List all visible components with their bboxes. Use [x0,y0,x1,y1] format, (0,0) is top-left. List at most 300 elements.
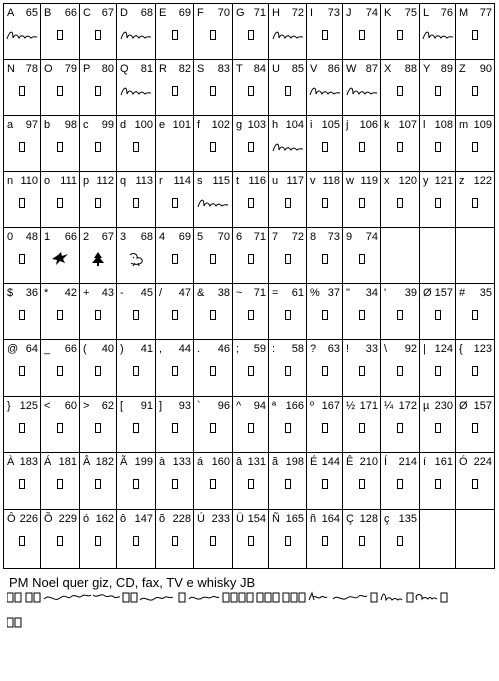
missing-glyph-box [179,593,185,602]
glyph-cell [4,172,41,228]
missing-glyph-box [233,475,268,493]
glyph-cell [80,284,117,340]
missing-glyph-box [80,362,116,380]
missing-glyph-box [80,26,116,44]
missing-glyph-box [156,194,193,212]
cell-code: 172 [398,400,417,412]
glyph-cell [4,60,41,116]
missing-glyph-box [41,419,79,437]
glyph-cell [194,4,233,60]
cell-character: C [83,7,91,19]
glyph-cell [4,397,41,453]
cell-character: s [197,175,203,187]
sample-rendering [7,591,493,631]
missing-glyph-box [41,194,79,212]
cell-code: 161 [434,456,453,468]
glyph-cell [194,172,233,228]
cell-character: R [159,63,167,75]
cell-character: 1 [44,231,51,243]
glyph-cell [233,116,269,172]
cell-code: 100 [134,119,153,131]
cell-character: U [272,63,280,75]
cell-code: 38 [217,287,230,299]
cell-code: 48 [25,231,38,243]
cell-code: 65 [25,7,38,19]
cell-code: 90 [479,63,492,75]
missing-glyph-box [307,475,342,493]
missing-glyph-box [156,475,193,493]
signature-glyph [333,595,367,599]
glyph-cell [343,340,381,397]
missing-glyph-box [420,194,455,212]
cell-code: 66 [64,343,77,355]
cell-code: 115 [212,175,230,187]
cell-code: 61 [291,287,304,299]
missing-glyph-box [117,306,155,324]
missing-glyph-box [156,362,193,380]
cell-code: 147 [134,513,153,525]
missing-glyph-box [15,618,21,627]
cell-code: 165 [285,513,304,525]
cell-code: 198 [285,456,304,468]
glyph-cell [194,397,233,453]
cell-code: 59 [253,343,266,355]
cell-character: À [7,456,15,468]
cell-character: Y [423,63,431,75]
glyph-cell [343,172,381,228]
glyph-cell [117,340,156,397]
cell-character: ã [272,456,279,468]
cell-code: 125 [19,400,38,412]
missing-glyph-box [4,419,40,437]
glyph-cell [456,284,495,340]
cell-character: > [83,400,90,412]
cell-code: 122 [473,175,492,187]
missing-glyph-box [239,593,245,602]
glyph-cell [156,60,194,116]
glyph-cell [307,60,343,116]
cell-code: 107 [398,119,417,131]
cell-character: á [197,456,204,468]
missing-glyph-box [456,26,494,44]
glyph-cell [420,397,456,453]
missing-glyph-box [4,138,40,156]
cell-code: 117 [286,175,304,187]
missing-glyph-box [269,82,306,100]
glyph-cell [80,453,117,510]
cell-character: * [44,287,49,299]
glyph-cell [194,60,233,116]
missing-glyph-box [381,26,419,44]
missing-glyph-box [343,138,380,156]
cell-character: ô [120,513,127,525]
glyph-cell [4,510,41,569]
cell-code: 63 [327,343,340,355]
cell-character: ' [384,287,387,299]
glyph-cell [420,453,456,510]
missing-glyph-box [407,593,413,602]
cell-character: â [236,456,243,468]
cell-code: 34 [365,287,378,299]
glyph-cell [233,172,269,228]
glyph-cell [117,172,156,228]
missing-glyph-box [194,306,232,324]
cell-character: 8 [310,231,317,243]
cell-character: 6 [236,231,243,243]
cell-character: , [159,343,163,355]
missing-glyph-box [269,475,306,493]
cell-character: Õ [44,513,53,525]
cell-character: Ú [197,513,205,525]
cell-code: 229 [58,513,77,525]
cell-character: - [120,287,124,299]
cell-character: Q [120,63,129,75]
glyph-cell [233,397,269,453]
missing-glyph-box [307,26,342,44]
cell-code: 77 [479,7,492,19]
cell-code: 108 [434,119,453,131]
missing-glyph-box [307,306,342,324]
cell-code: 74 [365,7,378,19]
cell-character: m [459,119,469,131]
glyph-cell [41,60,80,116]
cell-character: Ñ [272,513,280,525]
missing-glyph-box [420,82,455,100]
empty-cell [456,510,495,569]
missing-glyph-box [156,306,193,324]
cell-code: 183 [19,456,38,468]
cell-code: 44 [178,343,191,355]
cell-code: 91 [140,400,153,412]
missing-glyph-box [41,362,79,380]
cell-code: 60 [64,400,77,412]
glyph-cell [307,510,343,569]
missing-glyph-box [117,532,155,550]
glyph-cell [80,228,117,284]
missing-glyph-box [41,475,79,493]
missing-glyph-box [265,593,271,602]
missing-glyph-box [381,194,419,212]
cell-character: % [310,287,320,299]
cell-code: 89 [440,63,453,75]
signature-glyph [307,82,342,100]
missing-glyph-box [117,362,155,380]
glyph-cell [307,172,343,228]
cell-code: 164 [321,513,340,525]
glyph-cell [117,228,156,284]
tree-icon [80,250,116,268]
sample-title: PM Noel quer giz, CD, fax, TV e whisky JB [9,575,256,590]
cell-code: 47 [178,287,191,299]
missing-glyph-box [233,82,268,100]
cell-character: A [7,7,15,19]
missing-glyph-box [269,532,306,550]
missing-glyph-box [307,419,342,437]
cell-character: l [423,119,426,131]
missing-glyph-box [80,138,116,156]
signature-glyph [381,594,402,600]
cell-code: 70 [217,231,230,243]
cell-code: 72 [291,7,304,19]
glyph-cell [41,340,80,397]
glyph-cell [156,510,194,569]
cell-character: ~ [236,287,243,299]
cell-character: 0 [7,231,14,243]
cell-character: 2 [83,231,90,243]
missing-glyph-box [381,532,419,550]
glyph-cell [381,284,420,340]
cell-code: 199 [134,456,153,468]
glyph-cell [269,172,307,228]
missing-glyph-box [7,618,13,627]
glyph-cell [4,4,41,60]
cell-character: u [272,175,279,187]
missing-glyph-box [131,593,137,602]
cell-character: c [83,119,89,131]
glyph-cell [156,340,194,397]
glyph-cell [156,4,194,60]
cell-code: 73 [327,7,340,19]
glyph-cell [381,60,420,116]
signature-glyph [269,138,306,156]
cell-character: 4 [159,231,166,243]
cell-code: 124 [434,343,453,355]
glyph-cell [381,453,420,510]
glyph-cell [194,116,233,172]
cell-character: X [384,63,392,75]
cell-character: D [120,7,128,19]
glyph-cell [41,284,80,340]
cell-character: Á [44,456,52,468]
cell-code: 109 [473,119,492,131]
cell-code: 111 [60,175,77,187]
glyph-cell [117,510,156,569]
cell-code: 66 [64,7,77,19]
glyph-cell [456,397,495,453]
cell-character: º [310,400,315,412]
cell-character: ! [346,343,350,355]
glyph-cell [233,60,269,116]
missing-glyph-box [194,82,232,100]
empty-cell [420,228,456,284]
cell-character: p [83,175,90,187]
glyph-cell [343,116,381,172]
glyph-cell [420,284,456,340]
cell-code: 103 [247,119,266,131]
cell-character: à [159,456,166,468]
cell-code: 45 [140,287,153,299]
character-map-grid [3,3,495,569]
missing-glyph-box [299,593,305,602]
cell-character: " [346,287,350,299]
glyph-cell [343,228,381,284]
cell-character: ñ [310,513,317,525]
cell-character: j [346,119,349,131]
cell-character: $ [7,287,14,299]
cell-character: _ [44,343,51,355]
signature-glyph [189,596,219,599]
missing-glyph-box [233,194,268,212]
signature-glyph [343,82,380,100]
cell-character: o [44,175,51,187]
cell-code: 94 [253,400,266,412]
glyph-cell [80,172,117,228]
glyph-cell [269,116,307,172]
glyph-cell [420,4,456,60]
cell-character: h [272,119,279,131]
cell-code: 226 [19,513,38,525]
cell-character: = [272,287,279,299]
missing-glyph-box [80,419,116,437]
cell-character: t [236,175,240,187]
cell-character: í [423,456,427,468]
missing-glyph-box [41,306,79,324]
cell-character: N [7,63,15,75]
missing-glyph-box [291,593,297,602]
cell-code: 46 [217,343,230,355]
signature-glyph [269,26,306,44]
cell-character: + [83,287,90,299]
cell-character: W [346,63,357,75]
cell-code: 121 [434,175,453,187]
cell-code: 68 [140,7,153,19]
cell-code: 69 [178,231,191,243]
cell-character: ª [272,400,277,412]
signature-glyph [117,26,155,44]
glyph-cell [117,453,156,510]
cell-code: 120 [398,175,417,187]
glyph-cell [41,228,80,284]
glyph-cell [156,228,194,284]
missing-glyph-box [420,362,455,380]
missing-glyph-box [233,362,268,380]
missing-glyph-box [80,532,116,550]
missing-glyph-box [233,138,268,156]
missing-glyph-box [80,306,116,324]
cell-character: q [120,175,127,187]
glyph-cell [194,453,233,510]
cell-code: 72 [291,231,304,243]
glyph-cell [4,284,41,340]
cell-code: 144 [321,456,340,468]
signature-glyph [194,194,232,212]
missing-glyph-box [80,475,116,493]
glyph-cell [4,228,41,284]
cell-code: 58 [291,343,304,355]
cell-character: µ [423,400,430,412]
cell-character: ? [310,343,317,355]
glyph-cell [456,116,495,172]
missing-glyph-box [4,194,40,212]
cell-code: 67 [101,7,114,19]
glyph-cell [381,510,420,569]
glyph-cell [269,228,307,284]
missing-glyph-box [343,532,380,550]
cell-code: 224 [473,456,492,468]
missing-glyph-box [381,419,419,437]
missing-glyph-box [371,593,377,602]
cell-character: # [459,287,466,299]
cell-character: Ô [7,513,16,525]
cell-code: 33 [365,343,378,355]
glyph-cell [381,116,420,172]
cell-code: 75 [404,7,417,19]
missing-glyph-box [223,593,229,602]
missing-glyph-box [233,306,268,324]
cell-code: 157 [473,400,492,412]
cell-character: x [384,175,390,187]
cell-code: 167 [321,400,340,412]
cell-character: E [159,7,167,19]
cell-character: F [197,7,204,19]
missing-glyph-box [307,532,342,550]
glyph-cell [156,172,194,228]
eagle-icon [41,250,79,268]
glyph-cell [269,510,307,569]
cell-code: 233 [211,513,230,525]
cell-code: 67 [101,231,114,243]
cell-character: i [310,119,313,131]
cell-character: ¼ [384,400,394,412]
cell-code: 39 [404,287,417,299]
cell-code: 62 [101,400,114,412]
glyph-cell [117,60,156,116]
missing-glyph-box [4,306,40,324]
missing-glyph-box [269,194,306,212]
signature-glyph [140,597,173,600]
missing-glyph-box [420,475,455,493]
glyph-cell [156,453,194,510]
cell-code: 182 [95,456,114,468]
missing-glyph-box [156,532,193,550]
cell-code: 70 [217,7,230,19]
blank-glyph [156,138,193,156]
cell-code: 154 [247,513,266,525]
cell-character: / [159,287,163,299]
glyph-cell [80,510,117,569]
cell-code: 82 [178,63,191,75]
missing-glyph-box [381,306,419,324]
glyph-cell [41,397,80,453]
cell-code: 64 [25,343,38,355]
cell-character: e [159,119,166,131]
missing-glyph-box [269,306,306,324]
missing-glyph-box [257,593,263,602]
cell-character: @ [7,343,19,355]
missing-glyph-box [343,306,380,324]
cell-character: . [197,343,201,355]
glyph-cell [194,284,233,340]
missing-glyph-box [123,593,129,602]
missing-glyph-box [233,250,268,268]
cell-code: 68 [140,231,153,243]
glyph-cell [41,116,80,172]
glyph-cell [381,4,420,60]
cell-character: S [197,63,205,75]
missing-glyph-box [343,362,380,380]
missing-glyph-box [34,593,40,602]
cell-character: 7 [272,231,279,243]
missing-glyph-box [26,593,32,602]
glyph-cell [456,172,495,228]
cell-code: 171 [359,400,378,412]
missing-glyph-box [4,475,40,493]
missing-glyph-box [194,532,232,550]
missing-glyph-box [156,250,193,268]
cell-character: K [384,7,392,19]
glyph-cell [420,340,456,397]
missing-glyph-box [15,593,21,602]
